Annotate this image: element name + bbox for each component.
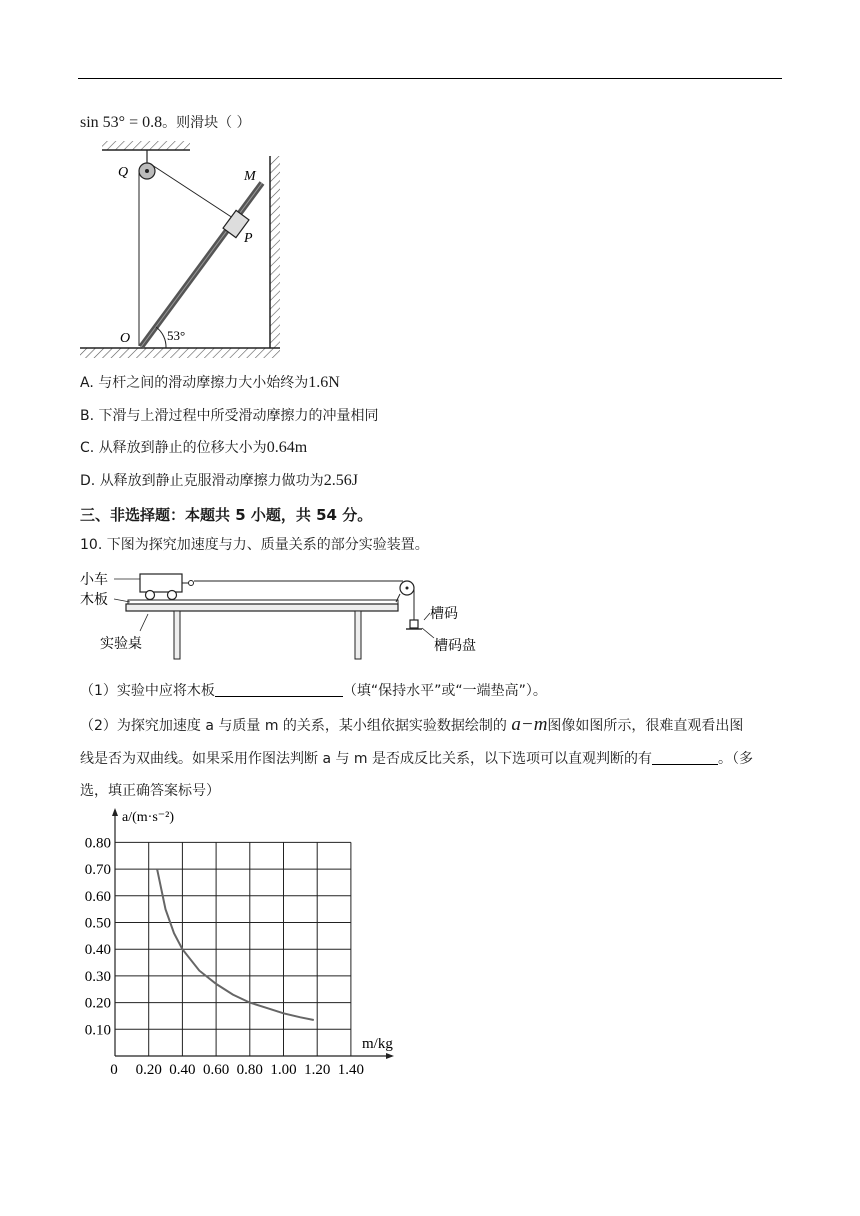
sub1-suffix: （填“保持水平”或“一端垫高”）。 [342, 683, 547, 699]
label-weight: 槽码 [430, 606, 458, 622]
x-tick-label: 0.20 [135, 1062, 162, 1078]
label-table: 实验桌 [100, 636, 142, 652]
table-leg-left [174, 611, 180, 659]
option-b-letter: B. [80, 408, 95, 424]
sub-question-2-line1 [80, 714, 743, 736]
sub2-line2a: 线是否为双曲线。如果采用作图法判断 a 与 m 是否成反比关系，以下选项可以直观判断的有 [80, 751, 653, 767]
intro-expr: sin 53° = 0.8 [80, 114, 163, 131]
y-tick-label: 0.60 [84, 888, 111, 905]
x-tick-label: 1.20 [304, 1062, 331, 1078]
x-tick-label: 0.60 [202, 1062, 230, 1078]
y-tick-label: 0.50 [84, 915, 111, 932]
option-d-value: 2.56J [323, 472, 358, 489]
label-m: M [244, 169, 256, 184]
y-tick-label: 0.80 [84, 835, 111, 852]
sub2-answer-blank [652, 750, 718, 765]
wall-hatch [270, 156, 280, 348]
sub-question-2-line2 [80, 748, 753, 768]
sub-question-2-line3: 选，填正确答案标号） [80, 783, 220, 799]
y-tick-label: 0.40 [84, 942, 111, 959]
table-top [126, 604, 398, 611]
x-axis-arrow [386, 1053, 394, 1059]
x-tick-label: 1.40 [337, 1062, 365, 1078]
option-c-letter: C. [80, 440, 95, 456]
x-tick-label: 1.00 [270, 1062, 297, 1078]
cart [140, 574, 182, 592]
label-o: O [120, 331, 131, 346]
option-a-value: 1.6N [308, 374, 340, 391]
sub2-line1b: 图像如图所示，很难直观看出图 [547, 718, 744, 734]
x-tick-label: 0 [110, 1062, 118, 1078]
sub-question-1 [80, 680, 547, 700]
ceiling-hatch [102, 141, 190, 150]
y-tick-label: 0.20 [84, 995, 111, 1012]
apparatus-diagram [78, 560, 498, 664]
sub2-line1a: （2）为探究加速度 a 与质量 m 的关系，某小组依据实验数据绘制的 [80, 718, 512, 734]
y-tick-label: 0.30 [84, 968, 111, 985]
option-b [80, 405, 379, 425]
option-d-letter: D. [80, 473, 96, 489]
sub2-line2b: 。（多 [718, 751, 754, 767]
section-heading: 三、非选择题：本题共 5 小题，共 54 分。 [80, 506, 373, 524]
question-10: 10. 下图为探究加速度与力、质量关系的部分实验装置。 [80, 537, 429, 553]
option-a-letter: A. [80, 375, 94, 391]
table-leg-right [355, 611, 361, 659]
weight-block [410, 620, 418, 628]
y-axis-arrow [112, 808, 118, 816]
option-b-text: 下滑与上滑过程中所受滑动摩擦力的冲量相同 [98, 408, 379, 424]
x-tick-label: 0.40 [169, 1062, 196, 1078]
sub1-prefix: （1）实验中应将木板 [80, 683, 215, 699]
y-tick-label: 0.70 [84, 862, 111, 879]
option-a-text: 与杆之间的滑动摩擦力大小始终为 [98, 375, 309, 391]
sub2-formula: a−m [511, 714, 548, 735]
x-tick-label: 0.80 [236, 1062, 263, 1078]
x-axis-label: m/kg [362, 1036, 393, 1052]
ground-hatch [80, 348, 280, 358]
y-axis-label: a/(m·s⁻²) [122, 810, 175, 825]
label-tray: 槽码盘 [434, 638, 476, 654]
header-rule [78, 78, 782, 79]
a-m-curve [157, 869, 314, 1020]
label-board: 木板 [80, 592, 108, 608]
intro-line [80, 112, 251, 132]
label-q: Q [118, 165, 129, 180]
intro-text: 。则滑块（ ） [162, 115, 251, 131]
option-a [80, 372, 340, 392]
sub1-answer-blank [215, 682, 343, 697]
a-m-chart [74, 804, 414, 1082]
incline-rod-diagram [78, 136, 288, 366]
label-p: P [244, 231, 253, 246]
option-c-value: 0.64m [266, 439, 308, 456]
y-tick-label: 0.10 [84, 1022, 111, 1039]
label-angle: 53° [167, 328, 186, 343]
option-c-text: 从释放到静止的位移大小为 [98, 440, 267, 456]
label-car: 小车 [80, 572, 108, 588]
option-d-text: 从释放到静止克服滑动摩擦力做功为 [99, 473, 324, 489]
option-c [80, 437, 307, 457]
option-d [80, 470, 358, 490]
